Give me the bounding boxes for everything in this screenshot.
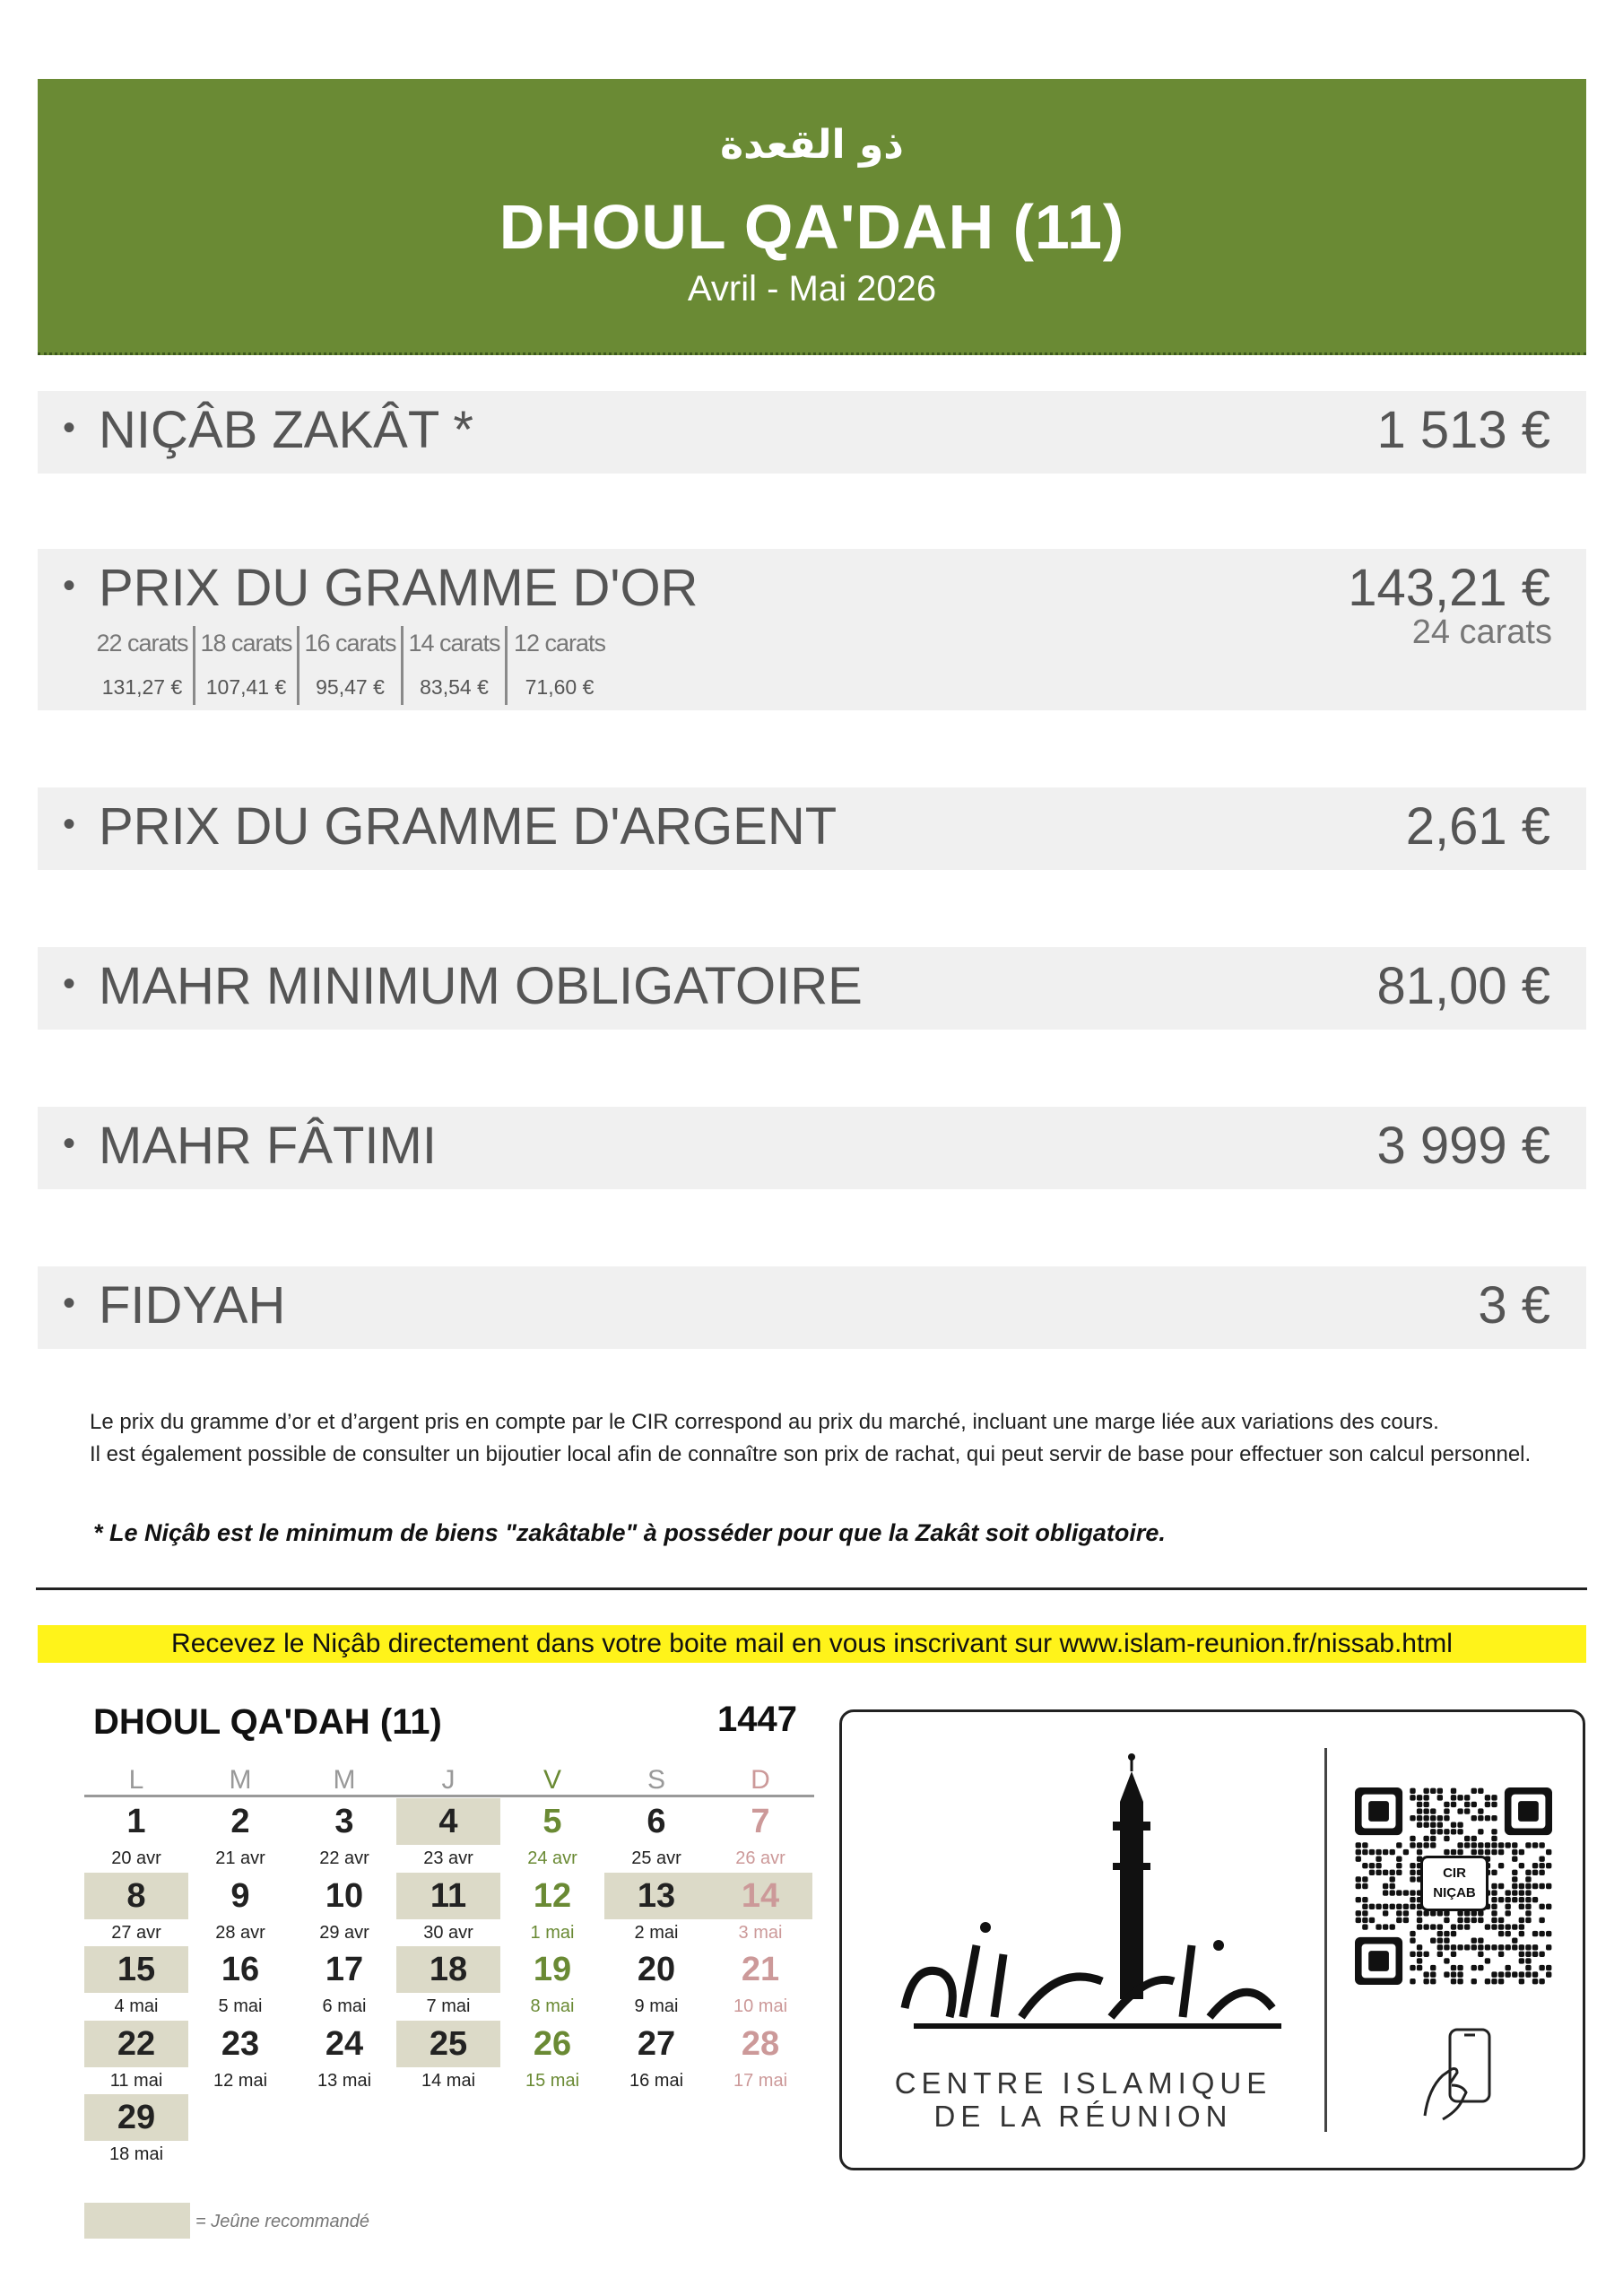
hijri-day-number: 27 (637, 2024, 676, 2063)
silver-label: • PRIX DU GRAMME D'ARGENT (63, 797, 838, 856)
gregorian-date: 29 avr (319, 1922, 369, 1943)
calendar-day (604, 2021, 708, 2094)
calendar-day (500, 2021, 604, 2094)
calendar-day (292, 1798, 396, 1872)
calendar-weekdays (84, 1765, 814, 1797)
gregorian-date: 11 mai (109, 2070, 163, 2091)
nicab-label: • NIÇÂB ZAKÂT * (63, 401, 473, 459)
calendar-day (84, 1798, 188, 1872)
calendar-year: 1447 (717, 1700, 797, 1739)
calendar-day (708, 1798, 812, 1872)
note-line-2: Il est également possible de consulter un bijoutier local afin de connaître son prix de rachat, qui peut servir de base pour effectuer son calcul personnel. (90, 1442, 1532, 1466)
hijri-day-number: 22 (84, 2021, 188, 2067)
calendar-day (396, 1798, 500, 1872)
hijri-day-number: 11 (396, 1873, 500, 1919)
nicab-label-text: NIÇÂB ZAKÂT * (99, 401, 473, 459)
hijri-day-number: 19 (533, 1951, 572, 1988)
carat-table (91, 626, 612, 705)
gold-value: 143,21 € (1348, 559, 1550, 617)
carat-name: 14 carats (408, 630, 500, 657)
gregorian-date: 15 mai (525, 2070, 580, 2091)
hijri-day-number: 5 (542, 1803, 562, 1840)
calendar-day (292, 2021, 396, 2094)
hijri-day-number: 15 (84, 1946, 188, 1993)
gregorian-date: 18 mai (108, 2144, 164, 2164)
calendar-day (500, 1873, 604, 1946)
logo-text-line-1: CENTRE ISLAMIQUE (894, 2066, 1272, 2100)
gregorian-date: 10 mai (733, 1996, 788, 2016)
carat-name: 12 carats (513, 630, 606, 657)
price-notes (90, 1406, 1560, 1471)
logo-text-line-2: DE LA RÉUNION (933, 2100, 1233, 2133)
weekday-tue: M (229, 1765, 252, 1795)
calendar-day (500, 1946, 604, 2020)
gregorian-date: 30 avr (423, 1922, 473, 1943)
mahr-minimum-label: • MAHR MINIMUM OBLIGATOIRE (63, 957, 863, 1015)
calendar-day (292, 1946, 396, 2020)
fidyah-label-text: FIDYAH (99, 1276, 286, 1335)
hijri-day-number: 20 (637, 1951, 676, 1988)
mahr-fatimi-label-text: MAHR FÂTIMI (99, 1117, 437, 1175)
arabic-month-title: ذو القعدة (720, 122, 904, 168)
hijri-day-number: 28 (741, 2024, 780, 2063)
hijri-day-number: 14 (708, 1873, 812, 1919)
carat-name: 18 carats (200, 630, 292, 657)
gold-label: • PRIX DU GRAMME D'OR (63, 559, 699, 617)
calendar-day (84, 1873, 188, 1946)
gregorian-date: 23 avr (423, 1848, 473, 1868)
gold-label-text: PRIX DU GRAMME D'OR (99, 559, 699, 617)
gregorian-date: 12 mai (213, 2070, 268, 2091)
logo-qr-card (839, 1709, 1585, 2170)
hijri-day-number: 2 (230, 1803, 250, 1840)
phone-in-hand-icon (1416, 2026, 1506, 2125)
carat-col (91, 626, 195, 705)
gregorian-date: 16 mai (629, 2070, 684, 2091)
hijri-day-number: 21 (741, 1951, 780, 1988)
silver-label-text: PRIX DU GRAMME D'ARGENT (99, 797, 838, 856)
carat-price: 83,54 € (420, 675, 489, 699)
weekday-thu: J (441, 1765, 456, 1795)
mahr-fatimi-label: • MAHR FÂTIMI (63, 1117, 437, 1175)
calendar-day (708, 1946, 812, 2020)
hijri-day-number: 25 (396, 2021, 500, 2067)
gregorian-date: 9 mai (634, 1996, 679, 2016)
mahr-minimum-label-text: MAHR MINIMUM OBLIGATOIRE (99, 957, 863, 1015)
hijri-day-number: 6 (647, 1803, 666, 1840)
gregorian-date: 5 mai (218, 1996, 263, 2016)
weekday-sat: S (647, 1765, 665, 1795)
gregorian-date: 26 avr (735, 1848, 785, 1868)
hijri-day-number: 8 (84, 1873, 188, 1919)
gold-price-row (38, 549, 1586, 710)
calendar-day (396, 1946, 500, 2020)
calendar-day (604, 1798, 708, 1872)
calendar-day (708, 2021, 812, 2094)
gregorian-date: 6 mai (322, 1996, 367, 2016)
hijri-day-number: 26 (533, 2024, 572, 2063)
hijri-day-number: 17 (325, 1951, 364, 1988)
calendar-day (708, 1873, 812, 1946)
calendar-day (604, 1946, 708, 2020)
calendar-day (188, 1873, 292, 1946)
carat-col (299, 626, 404, 705)
fasting-legend-swatch (84, 2203, 190, 2239)
hijri-day-number: 1 (126, 1803, 146, 1840)
hijri-day-number: 7 (751, 1803, 770, 1840)
carat-price: 71,60 € (525, 675, 595, 699)
carat-price: 131,27 € (101, 675, 183, 699)
month-title: DHOUL QA'DAH (11) (499, 192, 1125, 262)
calendar-day (188, 2021, 292, 2094)
calendar-day (604, 1873, 708, 1946)
calendar-day (292, 1873, 396, 1946)
gregorian-date: 13 mai (317, 2070, 372, 2091)
gregorian-date: 17 mai (733, 2070, 788, 2091)
weekday-sun: D (751, 1765, 770, 1795)
gregorian-date: 22 avr (319, 1848, 369, 1868)
gregorian-date: 25 avr (631, 1848, 681, 1868)
mahr-minimum-row (38, 947, 1586, 1030)
weekday-fri: V (542, 1765, 561, 1795)
calendar-day (396, 1873, 500, 1946)
hijri-day-number: 16 (221, 1951, 260, 1988)
carat-col (404, 626, 508, 705)
carat-price: 107,41 € (205, 675, 287, 699)
qr-center-label (1420, 1856, 1488, 1911)
fidyah-value: 3 € (1478, 1276, 1550, 1335)
nicab-row (38, 391, 1586, 474)
gregorian-date: 4 mai (114, 1996, 159, 2016)
silver-price-row (38, 787, 1586, 870)
hijri-day-number: 4 (396, 1798, 500, 1845)
mosque-logo-icon (878, 1748, 1299, 2071)
hijri-day-number: 24 (325, 2024, 364, 2063)
hijri-day-number: 10 (325, 1876, 364, 1915)
calendar-day (500, 1798, 604, 1872)
carat-col (195, 626, 299, 705)
mahr-fatimi-row (38, 1107, 1586, 1189)
carat-name: 16 carats (304, 630, 396, 657)
calendar-day (188, 1798, 292, 1872)
calendar-day (84, 2094, 188, 2168)
calendar-day (396, 2021, 500, 2094)
calendar-day (84, 1946, 188, 2020)
nicab-value: 1 513 € (1376, 401, 1550, 459)
fidyah-label: • FIDYAH (63, 1276, 286, 1335)
hijri-day-number: 12 (533, 1876, 572, 1915)
mahr-minimum-value: 81,00 € (1376, 957, 1550, 1015)
gregorian-date: 1 mai (530, 1922, 575, 1943)
calendar-day (188, 1946, 292, 2020)
gregorian-date: 2 mai (634, 1922, 679, 1943)
carat-price: 95,47 € (316, 675, 385, 699)
nicab-definition-note: * Le Niçâb est le minimum de biens "zakâtable" à posséder pour que la Zakât soit obligatoire. (93, 1519, 1166, 1546)
gregorian-date: 8 mai (530, 1996, 575, 2016)
fidyah-row (38, 1266, 1586, 1349)
gregorian-date: 28 avr (215, 1922, 265, 1943)
weekday-wed: M (333, 1765, 356, 1795)
header-banner (38, 79, 1586, 355)
gregorian-date: 3 mai (738, 1922, 783, 1943)
hijri-day-number: 3 (334, 1803, 354, 1840)
qr-label-line-2: NIÇAB (1433, 1885, 1476, 1900)
month-subtitle: Avril - Mai 2026 (687, 269, 937, 309)
note-line-1: Le prix du gramme d’or et d’argent pris en compte par le CIR correspond au prix du marché, incluant une marge liée aux variations des cours. (90, 1410, 1439, 1434)
hijri-day-number: 13 (604, 1873, 708, 1919)
mahr-fatimi-value: 3 999 € (1376, 1117, 1550, 1175)
gold-main-carat: 24 carats (1411, 613, 1552, 651)
hijri-day-number: 29 (84, 2094, 188, 2141)
gregorian-date: 27 avr (111, 1922, 161, 1943)
weekday-mon: L (128, 1765, 144, 1795)
gregorian-date: 20 avr (111, 1848, 161, 1868)
qr-label-line-1: CIR (1443, 1866, 1466, 1881)
gregorian-date: 21 avr (215, 1848, 265, 1868)
fasting-legend-text: = Jeûne recommandé (195, 2212, 370, 2231)
silver-value: 2,61 € (1405, 797, 1550, 856)
hijri-day-number: 18 (396, 1946, 500, 1993)
carat-name: 22 carats (96, 630, 188, 657)
calendar-day (84, 2021, 188, 2094)
hijri-day-number: 23 (221, 2024, 260, 2063)
hijri-day-number: 9 (230, 1876, 250, 1915)
section-divider (36, 1587, 1587, 1590)
gregorian-date: 7 mai (426, 1996, 471, 2016)
gregorian-date: 14 mai (421, 2070, 476, 2091)
newsletter-banner[interactable]: Recevez le Niçâb directement dans votre boite mail en vous inscrivant sur www.islam-reunion.fr/nissab.html (38, 1625, 1586, 1663)
gregorian-date: 24 avr (527, 1848, 577, 1868)
carat-col (508, 626, 612, 705)
card-separator (1324, 1748, 1327, 2132)
calendar-title: DHOUL QA'DAH (11) (93, 1702, 442, 1742)
